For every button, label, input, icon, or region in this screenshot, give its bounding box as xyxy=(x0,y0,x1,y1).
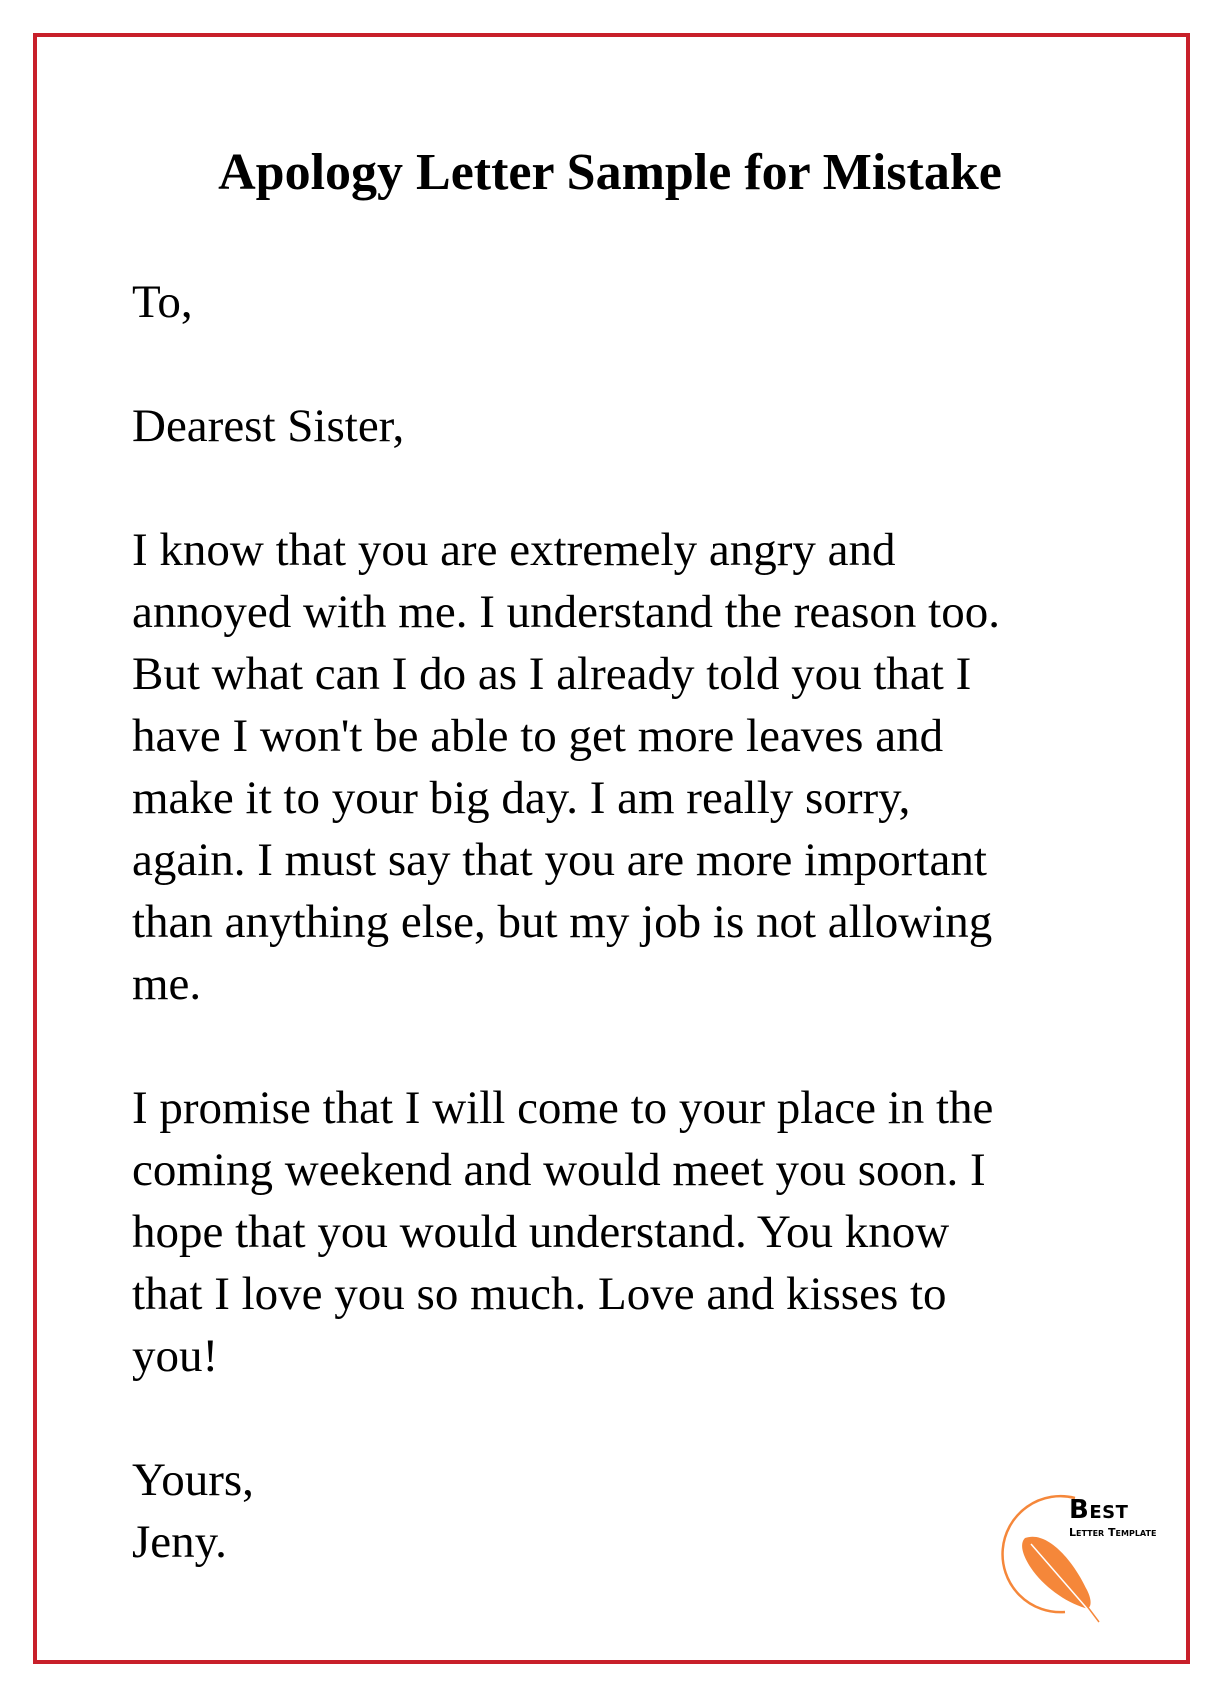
salutation: To, xyxy=(132,276,193,328)
paragraph-line: I know that you are extremely angry and xyxy=(132,524,896,576)
paragraph-line: I promise that I will come to your place in the xyxy=(132,1082,994,1134)
paragraph-line: again. I must say that you are more important xyxy=(132,834,987,886)
paragraph-line: annoyed with me. I understand the reason too. xyxy=(132,586,1000,638)
logo-name: Best xyxy=(1069,1495,1129,1525)
paragraph-1 xyxy=(132,519,1000,1015)
paragraph-2 xyxy=(132,1077,1000,1387)
greeting: Dearest Sister, xyxy=(132,400,405,452)
closing: Yours, xyxy=(132,1454,254,1506)
letter-body xyxy=(132,271,1000,1573)
paragraph-line: you! xyxy=(132,1330,219,1382)
paragraph-line: But what can I do as I already told you that I xyxy=(132,648,972,700)
paragraph-line: hope that you would understand. You know xyxy=(132,1206,950,1258)
signature: Jeny. xyxy=(132,1516,227,1568)
paragraph-line: coming weekend and would meet you soon. I xyxy=(132,1144,986,1196)
paragraph-line: have I won't be able to get more leaves and xyxy=(132,710,944,762)
paragraph-line: make it to your big day. I am really sorry, xyxy=(132,772,911,824)
paragraph-line: me. xyxy=(132,958,202,1010)
paragraph-line: that I love you so much. Love and kisses to xyxy=(132,1268,947,1320)
logo-subtitle: Letter Template xyxy=(1069,1526,1157,1539)
paragraph-line: than anything else, but my job is not allowing xyxy=(132,896,993,948)
best-letter-template-logo xyxy=(995,1490,1175,1630)
letter-title: Apology Letter Sample for Mistake xyxy=(218,144,1002,201)
